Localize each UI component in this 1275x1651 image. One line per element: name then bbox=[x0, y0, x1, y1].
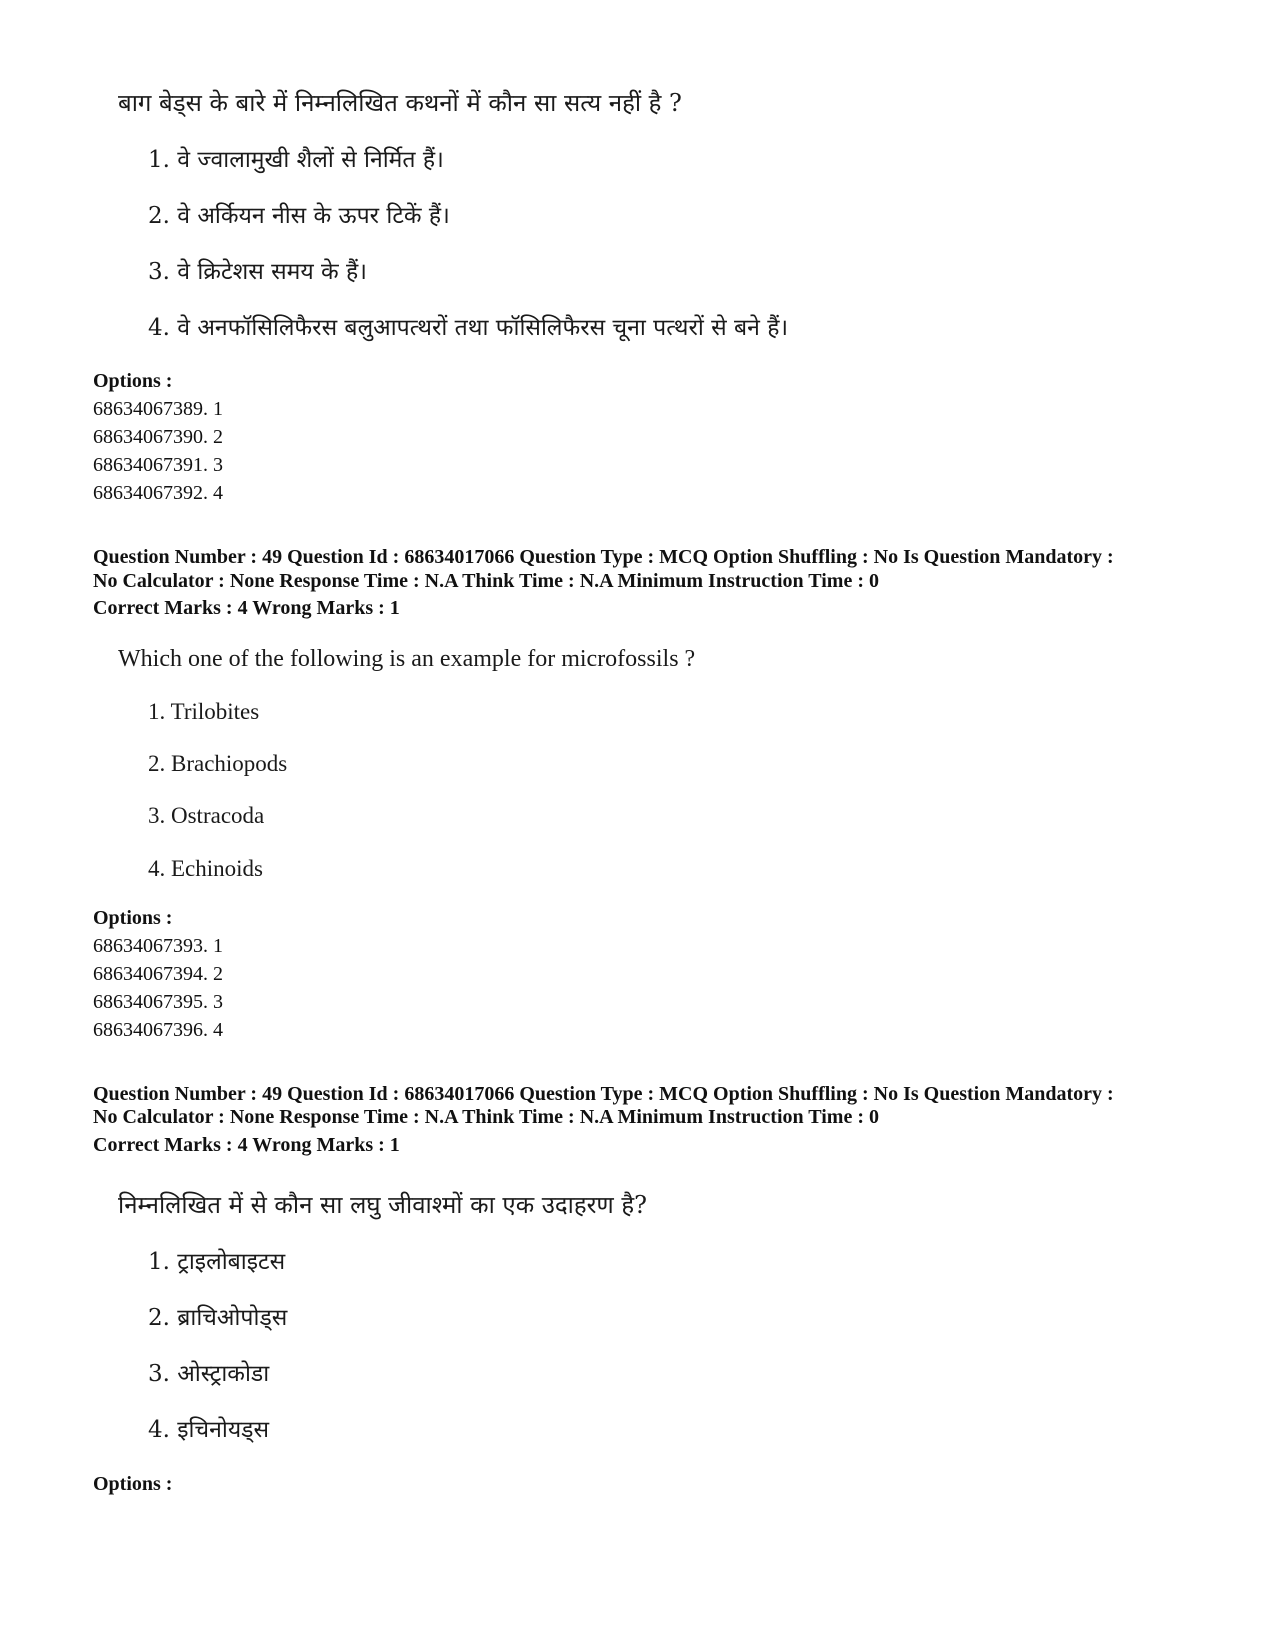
choice-4: 4. Echinoids bbox=[148, 856, 263, 881]
marks-line: Correct Marks : 4 Wrong Marks : 1 bbox=[93, 597, 400, 619]
choice-4: 4. वे अनफॉसिलिफैरस बलुआपत्थरों तथा फॉसिलिफैरस चूना पत्थरों से बने हैं। bbox=[148, 315, 789, 341]
choice-2: 2. ब्राचिओपोड्स bbox=[148, 1305, 288, 1331]
question-meta-line: No Calculator : None Response Time : N.A Think Time : N.A Minimum Instruction Time : 0 bbox=[93, 570, 879, 592]
option-line: 68634067391. 3 bbox=[93, 454, 223, 476]
options-label: Options : bbox=[93, 907, 173, 929]
question-text-hindi: बाग बेड्स के बारे में निम्नलिखित कथनों में कौन सा सत्य नहीं है ? bbox=[118, 89, 682, 117]
choice-3: 3. Ostracoda bbox=[148, 803, 265, 828]
choice-4: 4. इचिनोयड्स bbox=[148, 1417, 270, 1443]
option-line: 68634067393. 1 bbox=[93, 935, 223, 957]
choice-1: 1. Trilobites bbox=[148, 699, 260, 724]
choice-3: 3. ओस्ट्राकोडा bbox=[148, 1361, 270, 1387]
option-line: 68634067396. 4 bbox=[93, 1019, 223, 1041]
question-text-hindi: निम्नलिखित में से कौन सा लघु जीवाश्मों का एक उदाहरण है? bbox=[118, 1191, 648, 1219]
choice-2: 2. Brachiopods bbox=[148, 751, 288, 776]
question-meta-line: Question Number : 49 Question Id : 68634017066 Question Type : MCQ Option Shuffling : No Is Question Mandatory : bbox=[93, 1083, 1114, 1105]
choice-1: 1. वे ज्वालामुखी शैलों से निर्मित हैं। bbox=[148, 147, 444, 173]
question-meta-line: No Calculator : None Response Time : N.A Think Time : N.A Minimum Instruction Time : 0 bbox=[93, 1106, 879, 1128]
option-line: 68634067394. 2 bbox=[93, 963, 223, 985]
choice-2: 2. वे अर्कियन नीस के ऊपर टिकें हैं। bbox=[148, 203, 450, 229]
options-label: Options : bbox=[93, 370, 173, 392]
option-line: 68634067390. 2 bbox=[93, 426, 223, 448]
choice-3: 3. वे क्रिटेशस समय के हैं। bbox=[148, 259, 367, 285]
option-line: 68634067395. 3 bbox=[93, 991, 223, 1013]
option-line: 68634067389. 1 bbox=[93, 398, 223, 420]
choice-1: 1. ट्राइलोबाइटस bbox=[148, 1249, 286, 1275]
option-line: 68634067392. 4 bbox=[93, 482, 223, 504]
options-label: Options : bbox=[93, 1473, 173, 1495]
question-meta-line: Question Number : 49 Question Id : 68634017066 Question Type : MCQ Option Shuffling : No Is Question Mandatory : bbox=[93, 546, 1114, 568]
question-text-english: Which one of the following is an example for microfossils ? bbox=[118, 646, 696, 672]
marks-line: Correct Marks : 4 Wrong Marks : 1 bbox=[93, 1134, 400, 1156]
